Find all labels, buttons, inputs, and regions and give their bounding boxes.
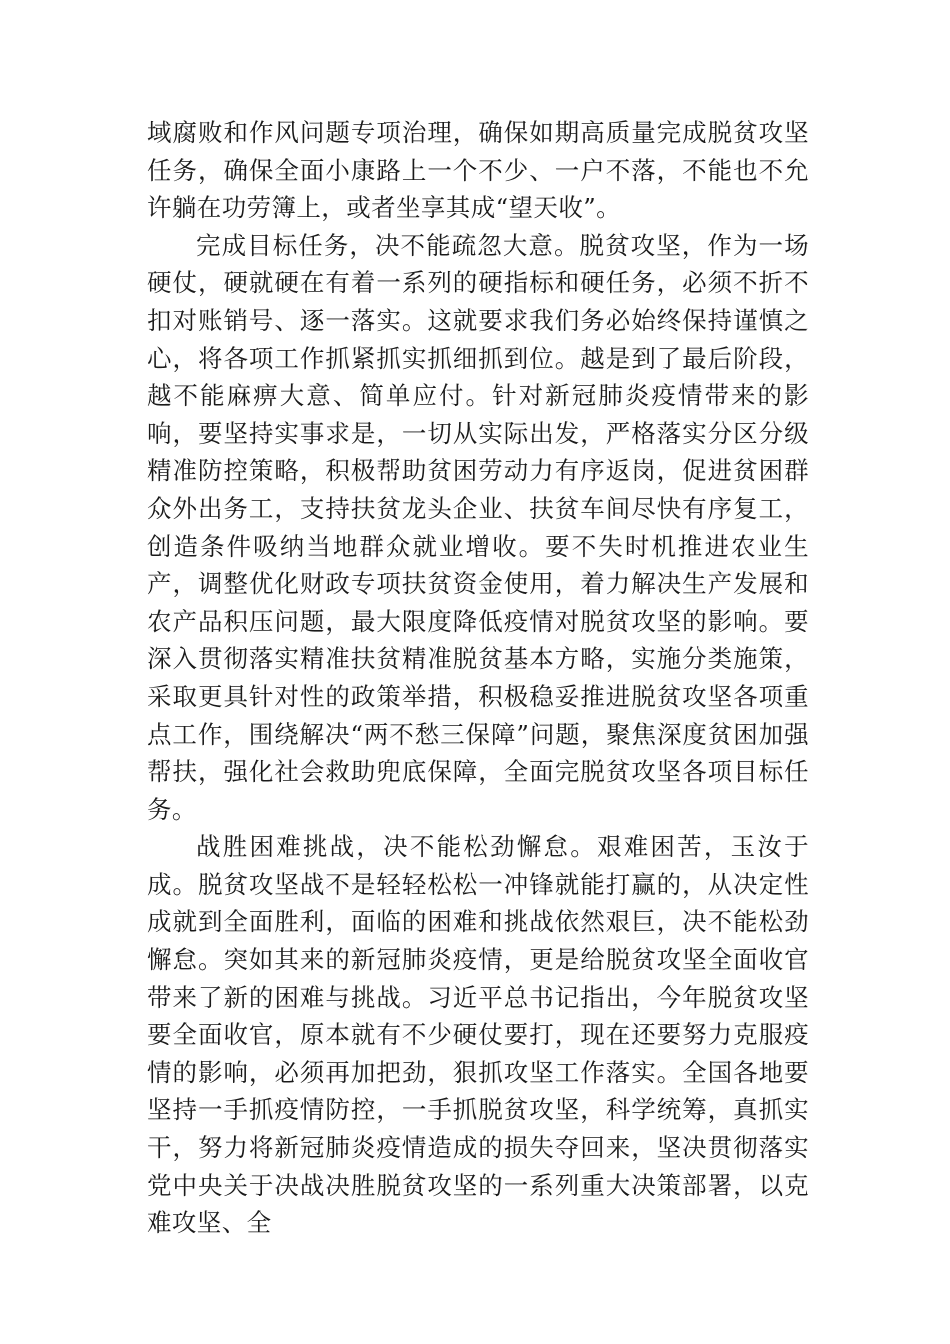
document-body — [147, 114, 809, 1242]
paragraph-continuation: 域腐败和作风问题专项治理，确保如期高质量完成脱贫攻坚任务，确保全面小康路上一个不少、一户不落，不能也不允许躺在功劳簿上，或者坐享其成“望天收”。 — [147, 118, 809, 223]
paragraph-overcome-difficulties: 战胜困难挑战，决不能松劲懈怠。艰难困苦，玉汝于成。脱贫攻坚战不是轻轻松松一冲锋就能打赢的，从决定性成就到全面胜利，面临的困难和挑战依然艰巨，决不能松劲懈怠。突如其来的新冠肺炎疫情，更是给脱贫攻坚全面收官带来了新的困难与挑战。习近平总书记指出，今年脱贫攻坚要全面收官，原本就有不少硬仗要打，现在还要努力克服疫情的影响，必须再加把劲，狠抓攻坚工作落实。全国各地要坚持一手抓疫情防控，一手抓脱贫攻坚，科学统筹，真抓实干，努力将新冠肺炎疫情造成的损失夺回来，坚决贯彻落实党中央关于决战决胜脱贫攻坚的一系列重大决策部署，以克难攻坚、全 — [147, 832, 809, 1238]
paragraph-complete-targets: 完成目标任务，决不能疏忽大意。脱贫攻坚，作为一场硬仗，硬就硬在有着一系列的硬指标和硬任务，必须不折不扣对账销号、逐一落实。这就要求我们务必始终保持谨慎之心，将各项工作抓紧抓实抓细抓到位。越是到了最后阶段，越不能麻痹大意、简单应付。针对新冠肺炎疫情带来的影响，要坚持实事求是，一切从实际出发，严格落实分区分级精准防控策略，积极帮助贫困劳动力有序返岗，促进贫困群众外出务工，支持扶贫龙头企业、扶贫车间尽快有序复工，创造条件吸纳当地群众就业增收。要不失时机推进农业生产，调整优化财政专项扶贫资金使用，着力解决生产发展和农产品积压问题，最大限度降低疫情对脱贫攻坚的影响。要深入贯彻落实精准扶贫精准脱贫基本方略，实施分类施策，采取更具针对性的政策举措，积极稳妥推进脱贫攻坚各项重点工作，围绕解决“两不愁三保障”问题，聚焦深度贫困加强帮扶，强化社会救助兜底保障，全面完脱贫攻坚各项目标任务。 — [147, 230, 809, 824]
